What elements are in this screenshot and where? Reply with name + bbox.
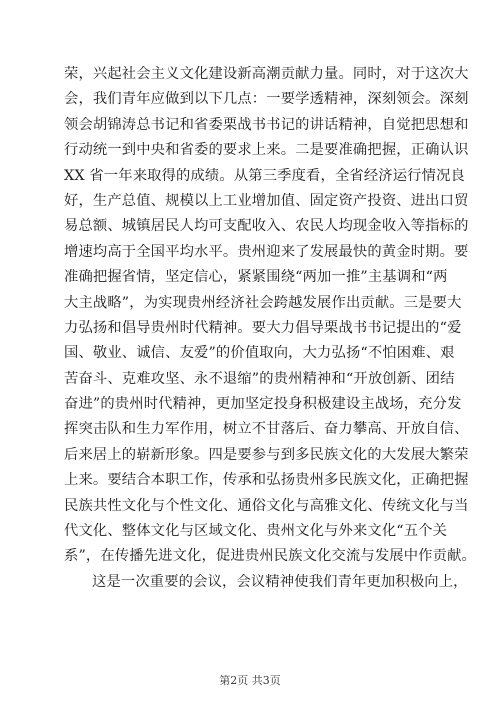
paragraph-start-line: 这是一次重要的会议，会议精神使我们青年更加积极向上， <box>92 573 468 590</box>
text-line: 增速均高于全国平均水平。贵州迎来了发展最快的黄金时期。要 <box>64 243 469 260</box>
text-line: 大主战略”，为实现贵州经济社会跨越发展作出贡献。三是要大 <box>64 294 462 311</box>
text-line: 易总额、城镇居民人均可支配收入、农民人均现金收入等指标的 <box>64 218 469 235</box>
text-line: 苦奋斗、克难攻坚、永不退缩”的贵州精神和“开放创新、团结 <box>64 370 455 387</box>
text-line: XX 省一年来取得的成绩。从第三季度看，全省经济运行情况良 <box>64 167 465 184</box>
text-line: 力弘扬和倡导贵州时代精神。要大力倡导栗战书书记提出的“爱 <box>64 319 462 336</box>
page-number-footer: 第2页 共3页 <box>219 674 281 687</box>
text-line: 荣，兴起社会主义文化建设新高潮贡献力量。同时，对于这次大 <box>64 66 469 82</box>
text-line: 奋进”的贵州时代精神，更加坚定投身积极建设主战场，充分发 <box>64 396 462 413</box>
text-line: 准确把握省情，坚定信心，紧紧围绕“两加一推”主基调和“两 <box>64 269 448 286</box>
text-line: 系”，在传播先进文化，促进贵州民族文化交流与发展中作贡献。 <box>64 548 476 565</box>
text-line: 会，我们青年应做到以下几点：一要学透精神，深刻领会。深刻 <box>64 91 469 108</box>
text-line: 上来。要结合本职工作，传承和弘扬贵州多民族文化，正确把握 <box>64 472 469 489</box>
text-line: 领会胡锦涛总书记和省委栗战书书记的讲话精神，自觉把思想和 <box>64 116 469 133</box>
text-line: 挥突击队和生力军作用，树立不甘落后、奋力攀高、开放自信、 <box>64 421 469 438</box>
text-line: 好，生产总值、规模以上工业增加值、固定资产投资、进出口贸 <box>64 192 469 209</box>
text-line: 国、敬业、诚信、友爱”的价值取向，大力弘扬“不怕困难、艰 <box>64 345 455 362</box>
text-line: 行动统一到中央和省委的要求上来。二是要准确把握，正确认识 <box>64 142 469 159</box>
document-body <box>64 62 476 595</box>
text-line: 后来居上的崭新形象。四是要参与到多民族文化的大发展大繁荣 <box>64 446 469 463</box>
text-line: 代文化、整体文化与区域文化、贵州文化与外来文化“五个关 <box>64 523 448 540</box>
text-line: 民族共性文化与个性文化、通俗文化与高雅文化、传统文化与当 <box>64 497 469 514</box>
